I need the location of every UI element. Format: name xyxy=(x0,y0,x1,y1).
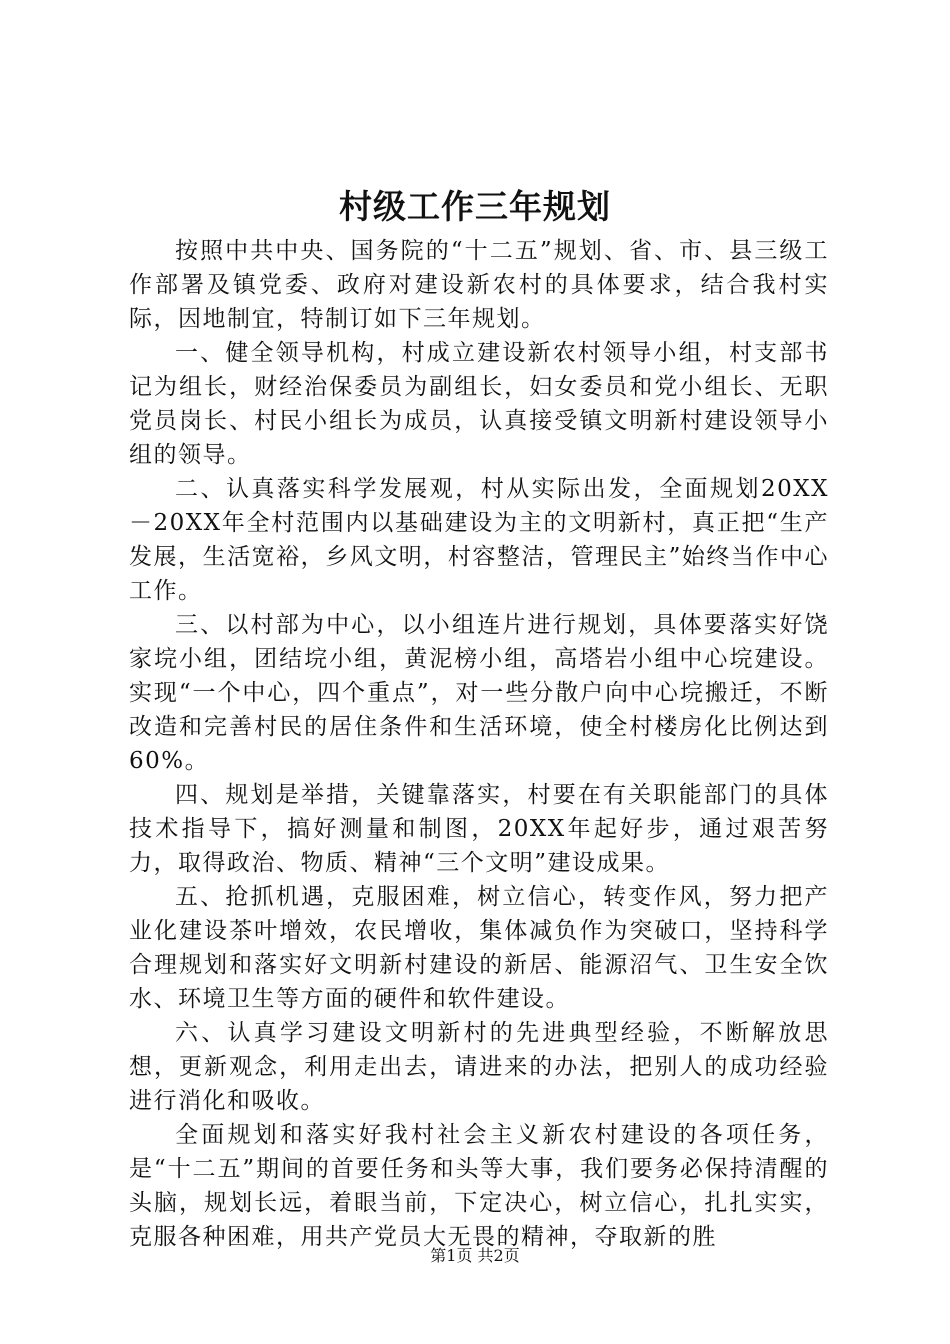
document-body xyxy=(129,234,829,1254)
page-number: 第1页 共2页 xyxy=(430,1246,520,1265)
paragraph-item-1: 一、健全领导机构，村成立建设新农村领导小组，村支部书记为组长，财经治保委员为副组长，妇女委员和党小组长、无职党员岗长、村民小组长为成员，认真接受镇文明新村建设领导小组的领导。 xyxy=(129,340,829,468)
paragraph-item-4: 四、规划是举措，关键靠落实，村要在有关职能部门的具体技术指导下，搞好测量和制图，20XX年起好步，通过艰苦努力，取得政治、物质、精神“三个文明”建设成果。 xyxy=(129,782,829,876)
document-title: 村级工作三年规划 xyxy=(339,187,611,226)
paragraph-item-5: 五、抢抓机遇，克服困难，树立信心，转变作风，努力把产业化建设茶叶增效，农民增收，集体减负作为突破口，坚持科学合理规划和落实好文明新村建设的新居、能源沼气、卫生安全饮水、环境卫生等方面的硬件和软件建设。 xyxy=(129,884,829,1012)
paragraph-item-6: 六、认真学习建设文明新村的先进典型经验，不断解放思想，更新观念，利用走出去，请进来的办法，把别人的成功经验进行消化和吸收。 xyxy=(129,1020,829,1114)
paragraph-item-2: 二、认真落实科学发展观，村从实际出发，全面规划20XX－20XX年全村范围内以基础建设为主的文明新村，真正把“生产发展，生活宽裕，乡风文明，村容整洁，管理民主”始终当作中心工作。 xyxy=(129,476,829,604)
paragraph-item-3: 三、以村部为中心，以小组连片进行规划，具体要落实好饶家垸小组，团结垸小组，黄泥榜小组，高塔岩小组中心垸建设。实现“一个中心，四个重点”，对一些分散户向中心垸搬迁，不断改造和完善村民的居住条件和生活环境，使全村楼房化比例达到60%。 xyxy=(129,612,829,774)
paragraph-intro: 按照中共中央、国务院的“十二五”规划、省、市、县三级工作部署及镇党委、政府对建设新农村的具体要求，结合我村实际，因地制宜，特制订如下三年规划。 xyxy=(129,238,829,332)
paragraph-conclusion: 全面规划和落实好我村社会主义新农村建设的各项任务，是“十二五”期间的首要任务和头等大事，我们要务必保持清醒的头脑，规划长远，着眼当前，下定决心，树立信心，扎扎实实，克服各种困难，用共产党员大无畏的精神，夺取新的胜 xyxy=(129,1122,829,1250)
